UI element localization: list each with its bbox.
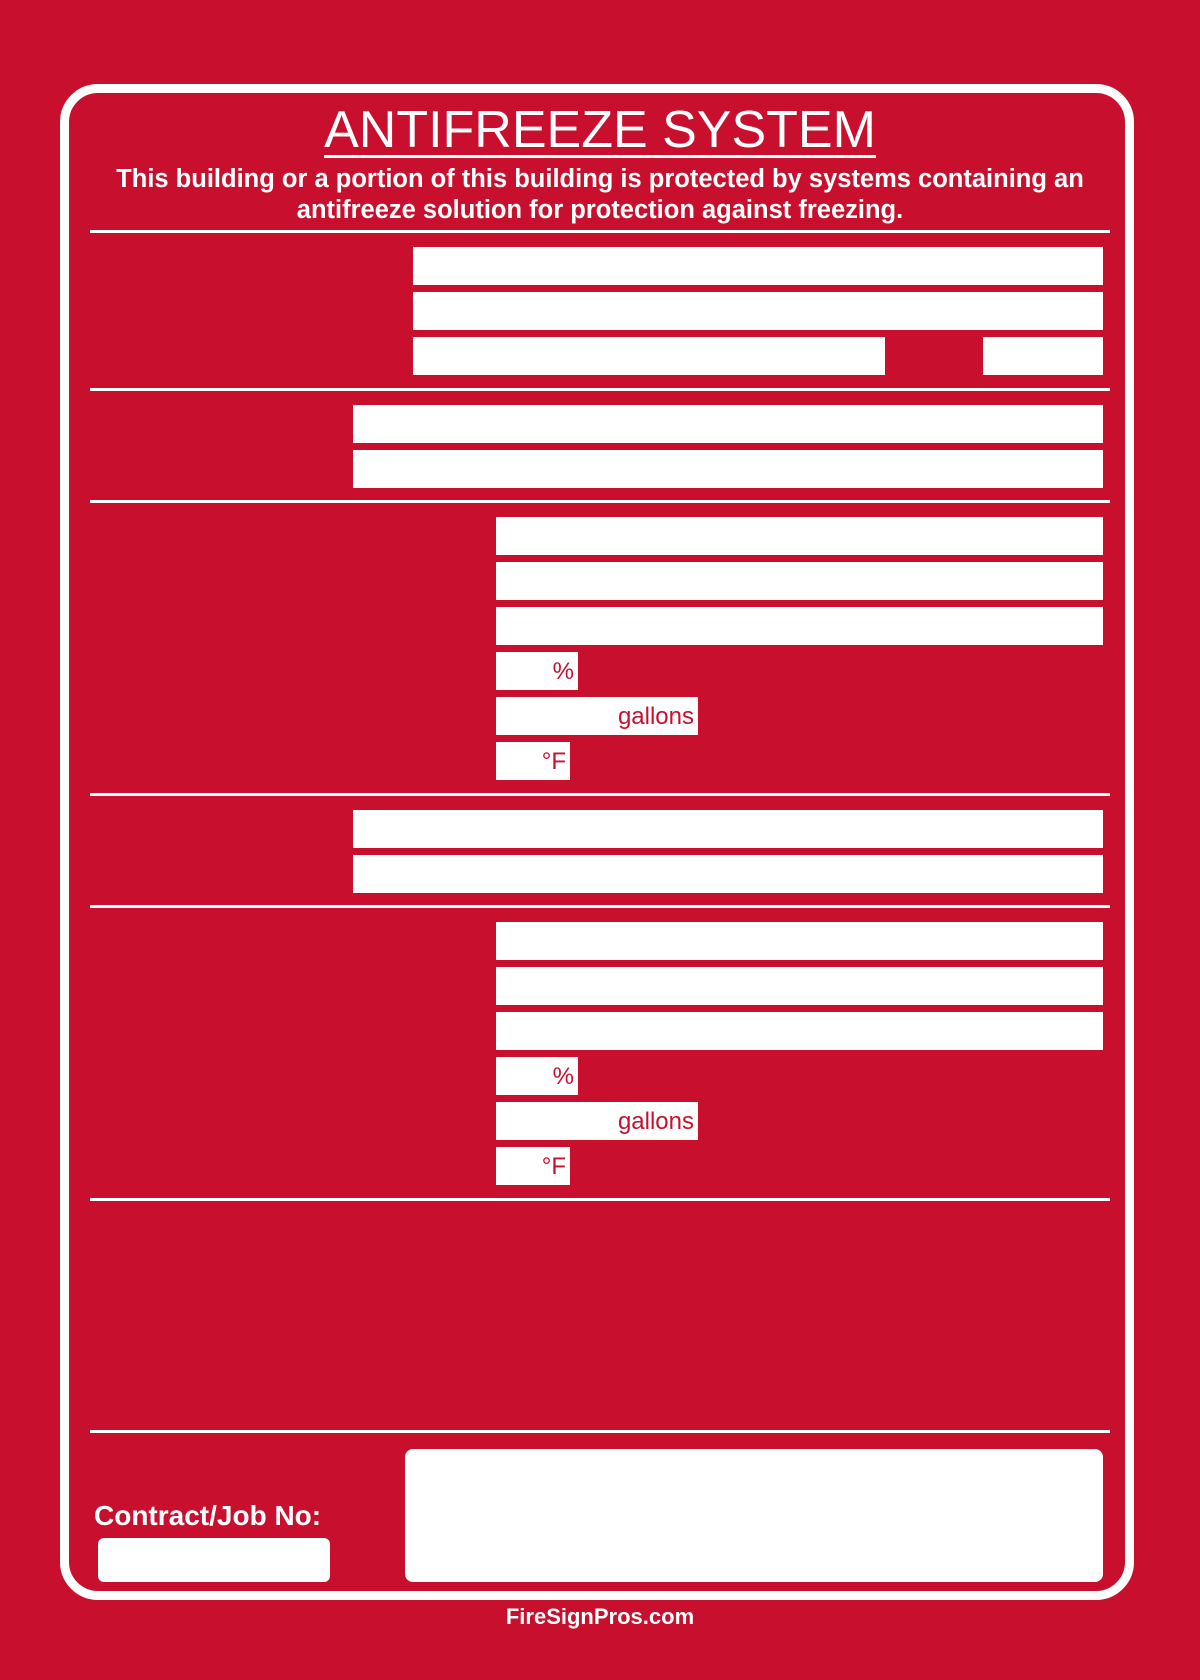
system-2-temp-field[interactable]	[496, 1147, 570, 1185]
percent-unit: %	[552, 658, 574, 685]
percent-unit: %	[552, 1063, 574, 1090]
subtitle-line-1: This building or a portion of this building is protected by systems containing an	[116, 165, 1084, 193]
gallons-unit: gallons	[617, 703, 694, 730]
divider	[90, 793, 1110, 796]
contract-job-field[interactable]	[98, 1538, 330, 1582]
system-1-location-field[interactable]	[353, 405, 1103, 443]
subtitle-line-2: antifreeze solution for protection against freezing.	[296, 196, 904, 224]
footer-website: FireSignPros.com	[505, 1604, 695, 1629]
system-2-concentration-field[interactable]	[496, 1057, 578, 1095]
system-1-number-field[interactable]	[353, 450, 1103, 488]
system-2-type-field[interactable]	[496, 922, 1103, 960]
system-2-manufacturer-field[interactable]	[496, 967, 1103, 1005]
system-2-volume-field[interactable]	[496, 1102, 698, 1140]
system-1-volume-field[interactable]	[496, 697, 698, 735]
system-2-location-field[interactable]	[353, 810, 1103, 848]
gallons-unit: gallons	[617, 1108, 694, 1135]
divider	[90, 500, 1110, 503]
street-field[interactable]	[413, 292, 1103, 330]
sign-title: ANTIFREEZE SYSTEM	[324, 101, 876, 159]
divider	[90, 230, 1110, 233]
divider	[90, 388, 1110, 391]
system-1-temp-field[interactable]	[496, 742, 570, 780]
system-2-trade-field[interactable]	[496, 1012, 1103, 1050]
system-2-number-field[interactable]	[353, 855, 1103, 893]
fahrenheit-unit: °F	[541, 748, 566, 775]
state-field[interactable]	[983, 337, 1103, 375]
divider	[90, 1430, 1110, 1433]
fahrenheit-unit: °F	[541, 1153, 566, 1180]
system-1-trade-field[interactable]	[496, 607, 1103, 645]
building-field[interactable]	[413, 247, 1103, 285]
notes-box[interactable]	[405, 1449, 1103, 1582]
system-1-manufacturer-field[interactable]	[496, 562, 1103, 600]
contract-job-label: Contract/Job No:	[94, 1500, 322, 1531]
city-field[interactable]	[413, 337, 885, 375]
system-1-type-field[interactable]	[496, 517, 1103, 555]
system-1-concentration-field[interactable]	[496, 652, 578, 690]
divider	[90, 1198, 1110, 1201]
sign-subtitle	[90, 164, 1110, 226]
divider	[90, 905, 1110, 908]
